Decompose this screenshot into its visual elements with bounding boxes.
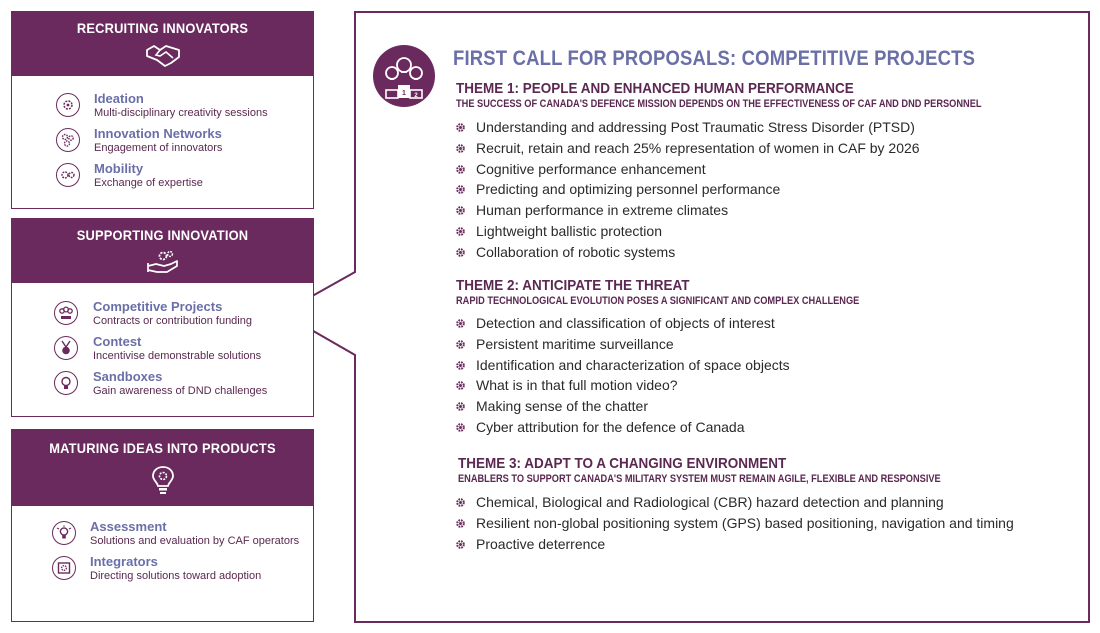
- bullet-item: [455, 334, 790, 355]
- bullet-item: [455, 221, 920, 242]
- list-item-mobility: [12, 161, 313, 195]
- item-title: Assessment: [90, 519, 167, 534]
- item-title: Contest: [93, 334, 142, 349]
- bullet-item: [455, 355, 790, 376]
- lightbulb-gear-icon: [148, 464, 178, 496]
- gear-bullet-icon: [455, 360, 466, 371]
- theme-3-subtitle: ENABLERS TO SUPPORT CANADA'S MILITARY SYSTEM MUST REMAIN AGILE, FLEXIBLE AND RESPONSIVE: [458, 473, 941, 485]
- bullet-text: Detection and classification of objects of interest: [476, 315, 775, 331]
- lightbulb-icon: [54, 371, 78, 395]
- theme-2-title: THEME 2: ANTICIPATE THE THREAT: [456, 277, 690, 294]
- item-subtitle: Directing solutions toward adoption: [90, 570, 262, 582]
- gear-bullet-icon: [455, 143, 466, 154]
- item-title: Integrators: [90, 554, 158, 569]
- bullet-item: [455, 159, 920, 180]
- gear-bullet-icon: [455, 518, 466, 529]
- gear-network-icon: [56, 128, 80, 152]
- handshake-icon: [145, 42, 181, 68]
- bullet-text: Resilient non-global positioning system (GPS) based positioning, navigation and timing: [476, 514, 1014, 531]
- bullet-item: [455, 513, 1014, 534]
- item-subtitle: Gain awareness of DND challenges: [93, 385, 268, 397]
- gear-bullet-icon: [455, 122, 466, 133]
- theme-3-bullet-list: [455, 492, 1014, 554]
- bullet-item: [455, 179, 920, 200]
- bullet-text: Understanding and addressing Post Traumatic Stress Disorder (PTSD): [476, 119, 915, 135]
- item-title: Innovation Networks: [94, 126, 222, 141]
- gear-bullet-icon: [455, 247, 466, 258]
- panel-title: RECRUITING INNOVATORS: [76, 20, 249, 36]
- theme-3-title: THEME 3: ADAPT TO A CHANGING ENVIRONMENT: [458, 455, 787, 472]
- medal-icon: [54, 336, 78, 360]
- bullet-item: [455, 492, 1014, 513]
- gear-bullet-icon: [455, 205, 466, 216]
- bullet-item: [455, 396, 790, 417]
- hand-gear-icon: [145, 249, 181, 275]
- gear-bullet-icon: [455, 318, 466, 329]
- list-item-contest: [12, 334, 313, 368]
- bullet-text: Chemical, Biological and Radiological (CBR) hazard detection and planning: [476, 494, 944, 510]
- gear-bullet-icon: [455, 401, 466, 412]
- bullet-text: Collaboration of robotic systems: [476, 243, 676, 260]
- list-item-assessment: [12, 519, 313, 553]
- list-item-innovation-networks: [12, 126, 313, 160]
- panel-header: [12, 430, 313, 506]
- theme-2-subtitle: RAPID TECHNOLOGICAL EVOLUTION POSES A SIGNIFICANT AND COMPLEX CHALLENGE: [456, 295, 860, 307]
- panel-header: [12, 12, 313, 76]
- podium-label-second: 2: [414, 93, 418, 99]
- bullet-text: Identification and characterization of space objects: [476, 356, 790, 373]
- panel-recruiting-innovators: [11, 11, 314, 209]
- bullet-item: [455, 534, 1014, 555]
- bullet-text: Cognitive performance enhancement: [476, 160, 706, 177]
- gear-bullet-icon: [455, 539, 466, 550]
- lightbulbs-podium-icon: [372, 44, 436, 108]
- gear-bullet-icon: [455, 422, 466, 433]
- item-subtitle: Exchange of expertise: [94, 177, 203, 189]
- bullet-text: Cyber attribution for the defence of Canada: [476, 418, 745, 435]
- bullet-text: Lightweight ballistic protection: [476, 222, 662, 239]
- bullet-text: Predicting and optimizing personnel performance: [476, 181, 781, 198]
- bullet-item: [455, 313, 790, 334]
- theme-2-bullet-list: [455, 313, 790, 438]
- list-item-integrators: [12, 554, 313, 588]
- panel-header: [12, 219, 313, 283]
- bullet-text: What is in that full motion video?: [476, 377, 678, 394]
- list-item-sandboxes: [12, 369, 313, 403]
- list-item-competitive-projects: [12, 299, 313, 333]
- theme-1-bullet-list: [455, 117, 920, 263]
- bullet-text: Making sense of the chatter: [476, 398, 648, 415]
- item-title: Mobility: [94, 161, 144, 176]
- gear-bullet-icon: [455, 184, 466, 195]
- assessment-bulb-icon: [52, 521, 76, 545]
- item-title: Sandboxes: [93, 369, 163, 384]
- podium-label-first: 1: [402, 90, 406, 97]
- bullet-item: [455, 117, 920, 138]
- theme-1-title: THEME 1: PEOPLE AND ENHANCED HUMAN PERFORMANCE: [456, 80, 854, 97]
- theme-1-subtitle: THE SUCCESS OF CANADA'S DEFENCE MISSION DEPENDS ON THE EFFECTIVENESS OF CAF AND DND PERSONNEL: [456, 98, 982, 110]
- item-title: Ideation: [94, 91, 144, 106]
- gear-bullet-icon: [455, 339, 466, 350]
- brain-gears-icon: [56, 93, 80, 117]
- bullet-item: [455, 138, 920, 159]
- item-subtitle: Multi-disciplinary creativity sessions: [94, 107, 268, 119]
- panel-maturing-ideas: [11, 429, 314, 622]
- panel-title: MATURING IDEAS INTO PRODUCTS: [49, 440, 276, 456]
- gear-bullet-icon: [455, 226, 466, 237]
- list-item-ideation: [12, 91, 313, 125]
- bullet-text: Persistent maritime surveillance: [476, 335, 674, 352]
- gear-bullet-icon: [455, 497, 466, 508]
- bullet-item: [455, 200, 920, 221]
- item-subtitle: Contracts or contribution funding: [93, 315, 252, 327]
- item-subtitle: Engagement of innovators: [94, 142, 223, 154]
- main-title: FIRST CALL FOR PROPOSALS: COMPETITIVE PROJECTS: [453, 47, 976, 70]
- item-subtitle: Incentivise demonstrable solutions: [93, 350, 262, 362]
- bullet-text: Proactive deterrence: [476, 535, 606, 552]
- exchange-gears-icon: [56, 163, 80, 187]
- item-title: Competitive Projects: [93, 299, 223, 314]
- item-subtitle: Solutions and evaluation by CAF operators: [90, 535, 300, 547]
- bullet-item: [455, 242, 920, 263]
- bullet-text: Human performance in extreme climates: [476, 202, 729, 219]
- bullet-item: [455, 375, 790, 396]
- gear-bullet-icon: [455, 380, 466, 391]
- gear-bullet-icon: [455, 164, 466, 175]
- lightbulbs-podium-icon: [54, 301, 78, 325]
- bullet-item: [455, 417, 790, 438]
- panel-title: SUPPORTING INNOVATION: [76, 227, 249, 243]
- panel-supporting-innovation: [11, 218, 314, 417]
- integrator-icon: [52, 556, 76, 580]
- bullet-text: Recruit, retain and reach 25% representation of women in CAF by 2026: [476, 139, 920, 156]
